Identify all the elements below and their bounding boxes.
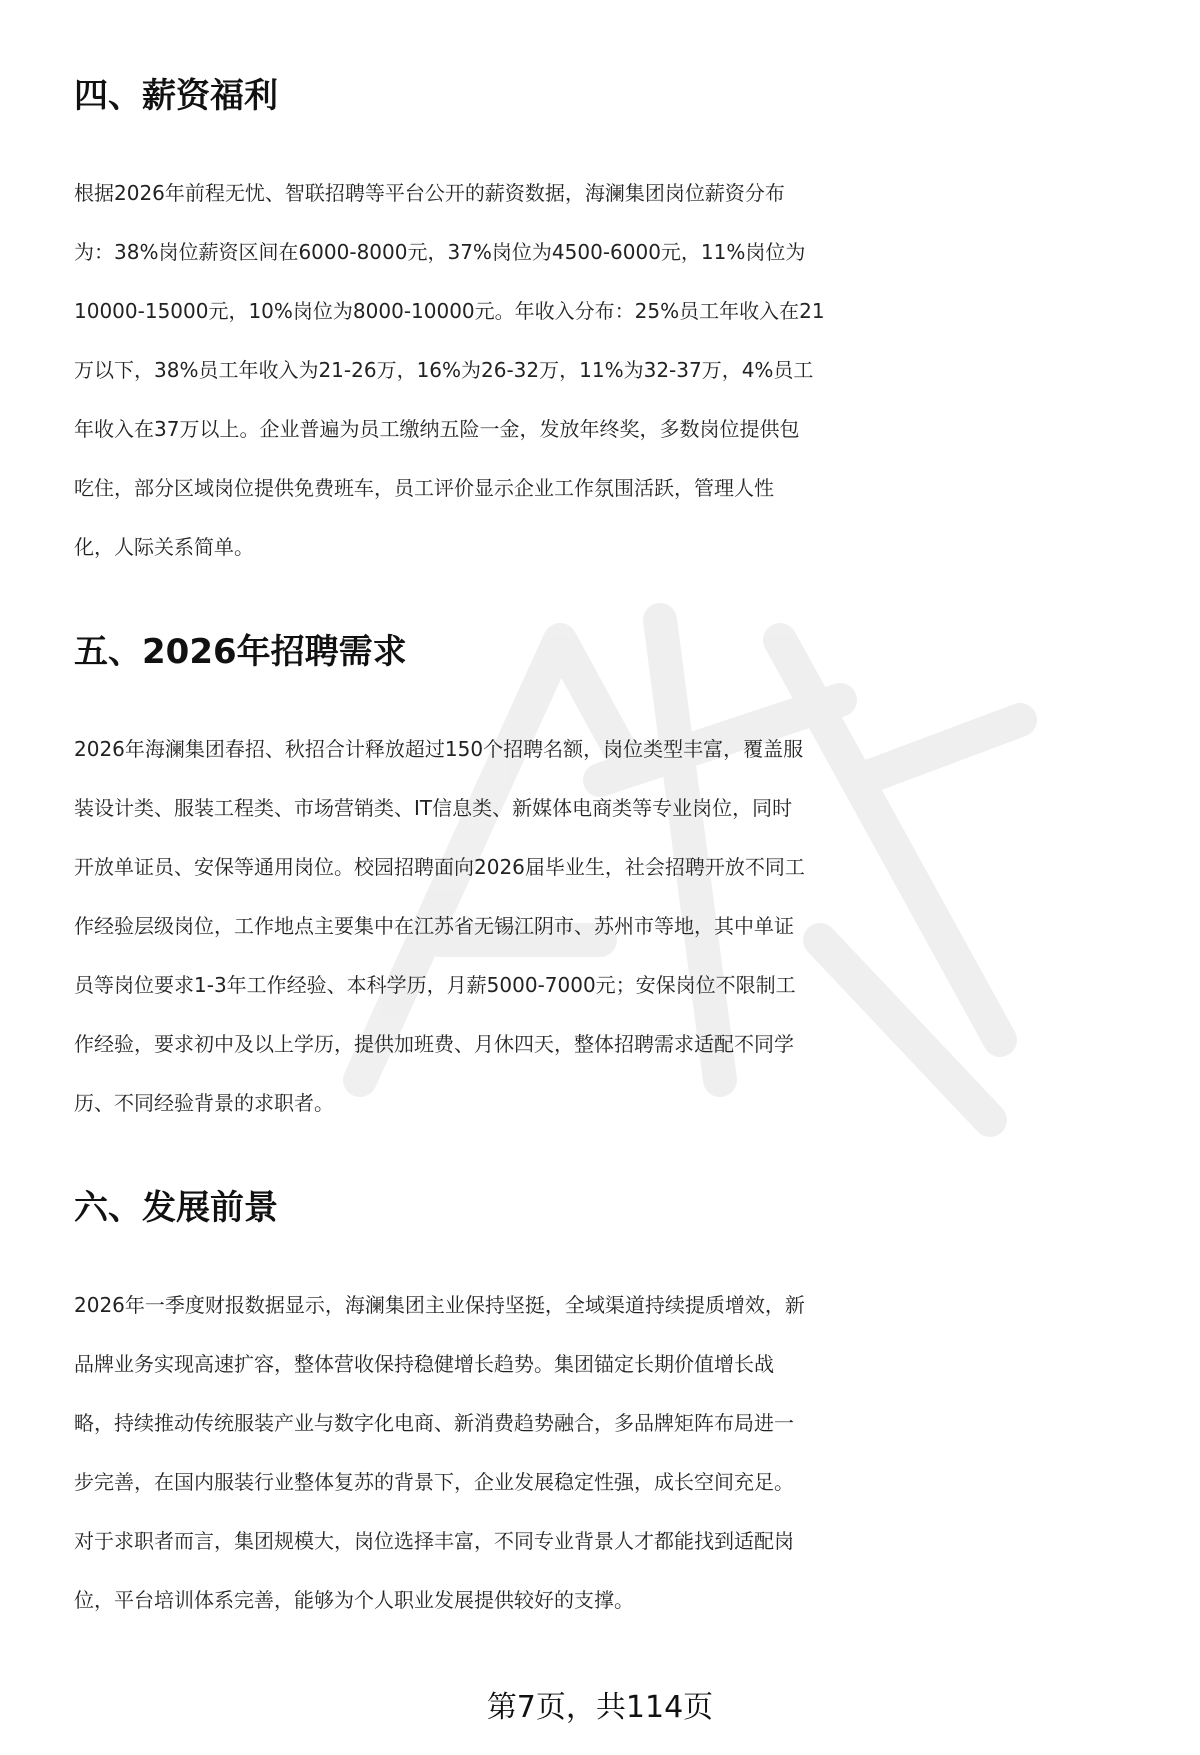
section-paragraph-recruitment: [74, 720, 1154, 1133]
section-paragraph-salary: [74, 164, 1154, 577]
section-heading-prospects: 六、发展前景: [74, 1188, 278, 1228]
paragraph-line: 历、不同经验背景的求职者。: [74, 1091, 334, 1115]
paragraph-line: 对于求职者而言，集团规模大，岗位选择丰富，不同专业背景人才都能找到适配岗: [74, 1529, 794, 1553]
section-heading-salary: 四、薪资福利: [74, 76, 278, 116]
paragraph-line: 为：38%岗位薪资区间在6000-8000元，37%岗位为4500-6000元，11%岗位为: [74, 240, 806, 264]
section-paragraph-prospects: [74, 1276, 1154, 1630]
paragraph-line: 位，平台培训体系完善，能够为个人职业发展提供较好的支撑。: [74, 1588, 634, 1612]
paragraph-line: 2026年一季度财报数据显示，海澜集团主业保持坚挺，全域渠道持续提质增效，新: [74, 1293, 805, 1317]
paragraph-line: 年收入在37万以上。企业普遍为员工缴纳五险一金，发放年终奖，多数岗位提供包: [74, 417, 800, 441]
page-number-footer: 第7页，共114页: [486, 1690, 714, 1725]
paragraph-line: 装设计类、服装工程类、市场营销类、IT信息类、新媒体电商类等专业岗位，同时: [74, 796, 793, 820]
paragraph-line: 略，持续推动传统服装产业与数字化电商、新消费趋势融合，多品牌矩阵布局进一: [74, 1411, 794, 1435]
paragraph-line: 10000-15000元，10%岗位为8000-10000元。年收入分布：25%员工年收入在21: [74, 299, 825, 323]
paragraph-line: 步完善，在国内服装行业整体复苏的背景下，企业发展稳定性强，成长空间充足。: [74, 1470, 794, 1494]
paragraph-line: 作经验，要求初中及以上学历，提供加班费、月休四天，整体招聘需求适配不同学: [74, 1032, 794, 1056]
paragraph-line: 万以下，38%员工年收入为21-26万，16%为26-32万，11%为32-37万，4%员工: [74, 358, 814, 382]
paragraph-line: 化，人际关系简单。: [74, 535, 254, 559]
paragraph-line: 开放单证员、安保等通用岗位。校园招聘面向2026届毕业生，社会招聘开放不同工: [74, 855, 805, 879]
section-heading-recruitment: 五、2026年招聘需求: [74, 632, 407, 672]
paragraph-line: 员等岗位要求1-3年工作经验、本科学历，月薪5000-7000元；安保岗位不限制工: [74, 973, 796, 997]
paragraph-line: 根据2026年前程无忧、智联招聘等平台公开的薪资数据，海澜集团岗位薪资分布: [74, 181, 785, 205]
paragraph-line: 品牌业务实现高速扩容，整体营收保持稳健增长趋势。集团锚定长期价值增长战: [74, 1352, 774, 1376]
paragraph-line: 作经验层级岗位，工作地点主要集中在江苏省无锡江阴市、苏州市等地，其中单证: [74, 914, 794, 938]
paragraph-line: 吃住，部分区域岗位提供免费班车，员工评价显示企业工作氛围活跃，管理人性: [74, 476, 774, 500]
paragraph-line: 2026年海澜集团春招、秋招合计释放超过150个招聘名额，岗位类型丰富，覆盖服: [74, 737, 804, 761]
